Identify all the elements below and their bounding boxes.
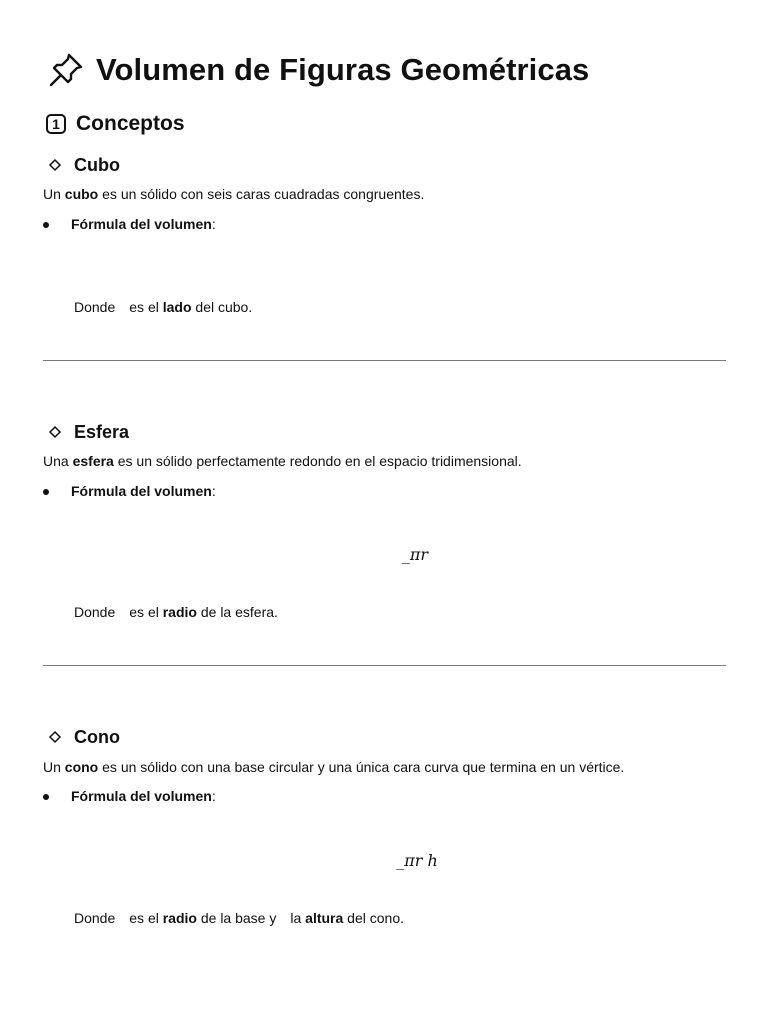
desc-text: es un sólido perfectamente redondo en el espacio tridimensional. <box>113 453 522 469</box>
where-bold: radio <box>162 604 197 620</box>
desc-text: Un <box>43 759 65 775</box>
where-text: Donde <box>74 299 116 315</box>
section-title: Conceptos <box>76 112 185 135</box>
formula-label: Fórmula del volumen <box>71 483 212 499</box>
bullet-dot-icon <box>43 794 49 800</box>
where-text: Donde <box>74 604 116 620</box>
shape-heading <box>48 153 120 177</box>
shape-description <box>43 759 624 775</box>
formula-label: Fórmula del volumen <box>71 788 212 804</box>
desc-bold: cono <box>64 759 99 775</box>
keycap-number-icon: 1 <box>46 114 66 134</box>
formula: _πr h <box>396 851 438 870</box>
desc-text: es un sólido con una base circular y una única cara curva que termina en un vértice. <box>98 759 625 775</box>
diamond-icon <box>48 730 62 744</box>
bullet-dot-icon <box>43 222 49 228</box>
where-text: es el <box>129 299 163 315</box>
pushpin-icon <box>46 50 86 90</box>
shape-description <box>43 453 522 469</box>
variable-explanation <box>74 910 404 926</box>
where-text: Donde <box>74 910 116 926</box>
desc-text: Un <box>43 186 65 202</box>
where-text: es el <box>129 910 163 926</box>
shape-heading <box>48 420 129 444</box>
page-title-text: Volumen de Figuras Geométricas <box>96 52 590 87</box>
desc-text: es un sólido con seis caras cuadradas congruentes. <box>98 186 425 202</box>
diamond-icon <box>48 425 62 439</box>
where-text: la <box>290 910 306 926</box>
diamond-icon <box>48 158 62 172</box>
where-text: de la esfera. <box>196 604 278 620</box>
desc-bold: cubo <box>64 186 99 202</box>
variable-explanation <box>74 299 252 315</box>
desc-text: Una <box>43 453 73 469</box>
formula-label: Fórmula del volumen <box>71 216 212 232</box>
where-bold: radio <box>162 910 197 926</box>
shape-name: Cono <box>74 726 120 747</box>
variable-explanation <box>74 604 278 620</box>
where-text: de la base y <box>196 910 277 926</box>
page-title <box>46 46 589 94</box>
shape-heading <box>48 725 120 749</box>
desc-bold: esfera <box>72 453 114 469</box>
where-text: del cono. <box>343 910 404 926</box>
formula-bullet <box>43 216 216 232</box>
section-header <box>46 108 185 140</box>
shape-name: Cubo <box>74 154 120 175</box>
bullet-dot-icon <box>43 489 49 495</box>
shape-description <box>43 186 424 202</box>
where-bold: altura <box>305 910 344 926</box>
formula: _πr <box>401 545 429 564</box>
formula-bullet <box>43 483 216 499</box>
divider <box>43 665 726 666</box>
formula-colon: : <box>211 483 216 499</box>
divider <box>43 360 726 361</box>
where-text: es el <box>129 604 163 620</box>
where-text: del cubo. <box>191 299 253 315</box>
formula-colon: : <box>211 216 216 232</box>
where-bold: lado <box>162 299 192 315</box>
formula-bullet <box>43 788 216 804</box>
formula-colon: : <box>211 788 216 804</box>
shape-name: Esfera <box>74 421 130 442</box>
